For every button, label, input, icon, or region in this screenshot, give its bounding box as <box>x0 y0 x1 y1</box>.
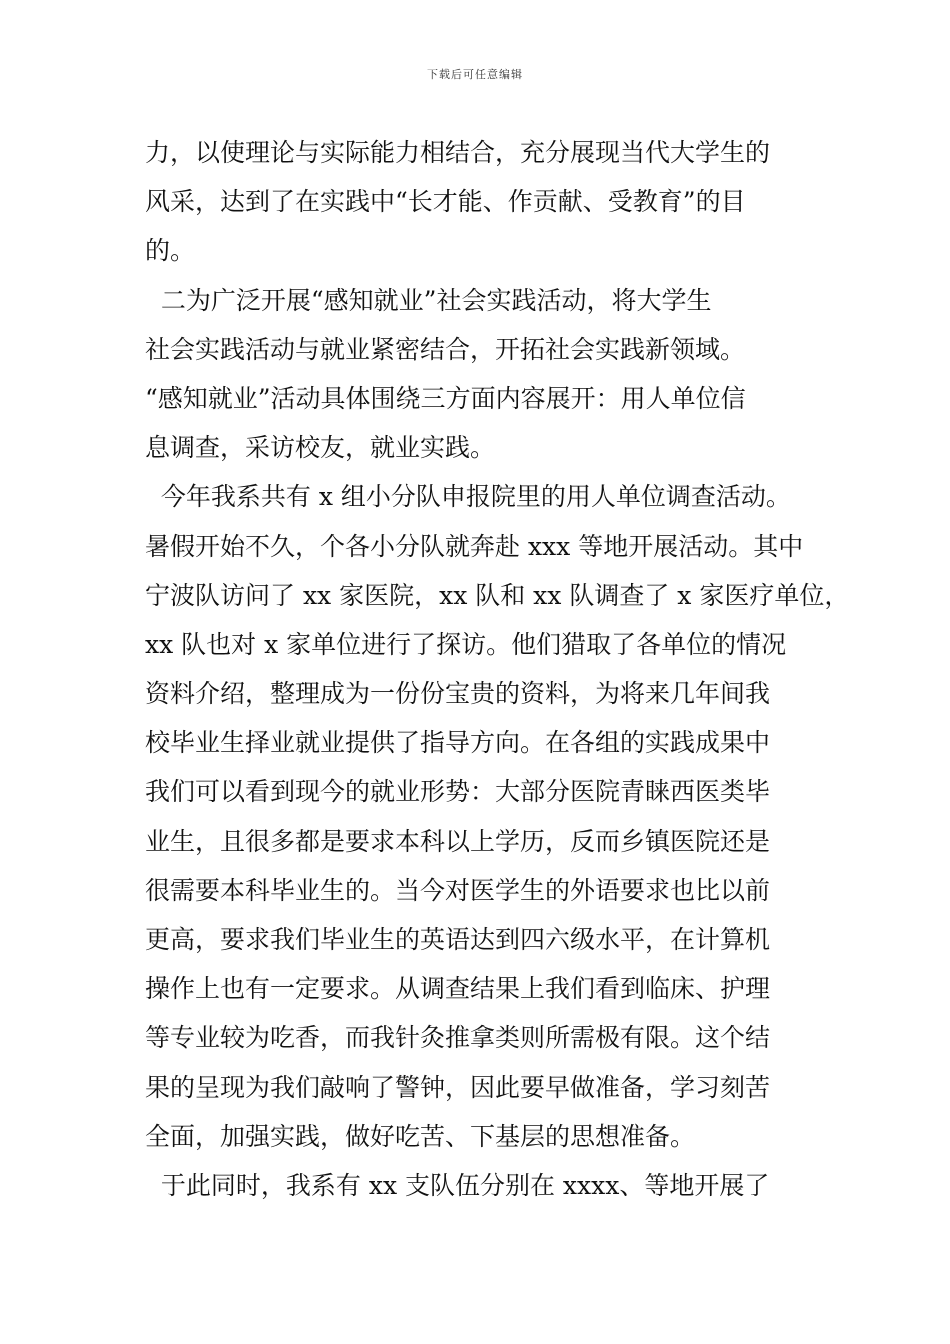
text-line: 业生，且很多都是要求本科以上学历，反而乡镇医院还是 <box>145 826 771 856</box>
text-line: xx 队也对 x 家单位进行了探访。他们猎取了各单位的情况 <box>145 629 787 659</box>
text-line: 力，以使理论与实际能力相结合，充分展现当代大学生的 <box>145 138 771 167</box>
paragraph <box>145 128 813 276</box>
text-line: 校毕业生择业就业提供了指导方向。在各组的实践成果中 <box>145 728 771 758</box>
page-header-note: 下载后可任意编辑 <box>427 68 523 81</box>
text-line: 操作上也有一定要求。从调查结果上我们看到临床、护理 <box>145 974 771 1004</box>
text-line: 暑假开始不久，个各小分队就奔赴 xxx 等地开展活动。其中 <box>145 531 804 561</box>
text-line: 宁波队访问了 xx 家医院，xx 队和 xx 队调查了 x 家医疗单位， <box>145 580 850 610</box>
text-line: 全面，加强实践，做好吃苦、下基层的思想准备。 <box>145 1121 696 1151</box>
paragraph <box>145 276 813 473</box>
text-line: 于此同时，我系有 xx 支队伍分别在 xxxx、等地开展了 <box>145 1170 770 1200</box>
paragraph <box>145 472 850 1161</box>
text-line: 风采，达到了在实践中“长才能、作贡献、受教育”的目 <box>145 187 746 217</box>
document-body <box>145 128 850 1210</box>
text-line: 今年我系共有 x 组小分队申报院里的用人单位调查活动。 <box>145 482 791 512</box>
paragraph <box>145 1161 813 1210</box>
text-line: 果的呈现为我们敲响了警钟，因此要早做准备，学习刻苦 <box>145 1072 771 1102</box>
text-line: 的。 <box>145 236 196 266</box>
text-line: 社会实践活动与就业紧密结合，开拓社会实践新领域。 <box>145 334 746 364</box>
text-line: “感知就业”活动具体围绕三方面内容展开：用人单位信 <box>145 383 746 413</box>
text-line: 资料介绍，整理成为一份份宝贵的资料，为将来几年间我 <box>145 679 771 709</box>
text-line: 息调查，采访校友，就业实践。 <box>145 433 496 463</box>
text-line: 等专业较为吃香，而我针灸推拿类则所需极有限。这个结 <box>145 1023 771 1053</box>
text-line: 更高，要求我们毕业生的英语达到四六级水平，在计算机 <box>145 925 771 954</box>
text-line: 二为广泛开展“感知就业”社会实践活动，将大学生 <box>145 285 712 315</box>
text-line: 我们可以看到现今的就业形势：大部分医院青睐西医类毕 <box>145 777 771 807</box>
text-line: 很需要本科毕业生的。当今对医学生的外语要求也比以前 <box>145 875 771 905</box>
